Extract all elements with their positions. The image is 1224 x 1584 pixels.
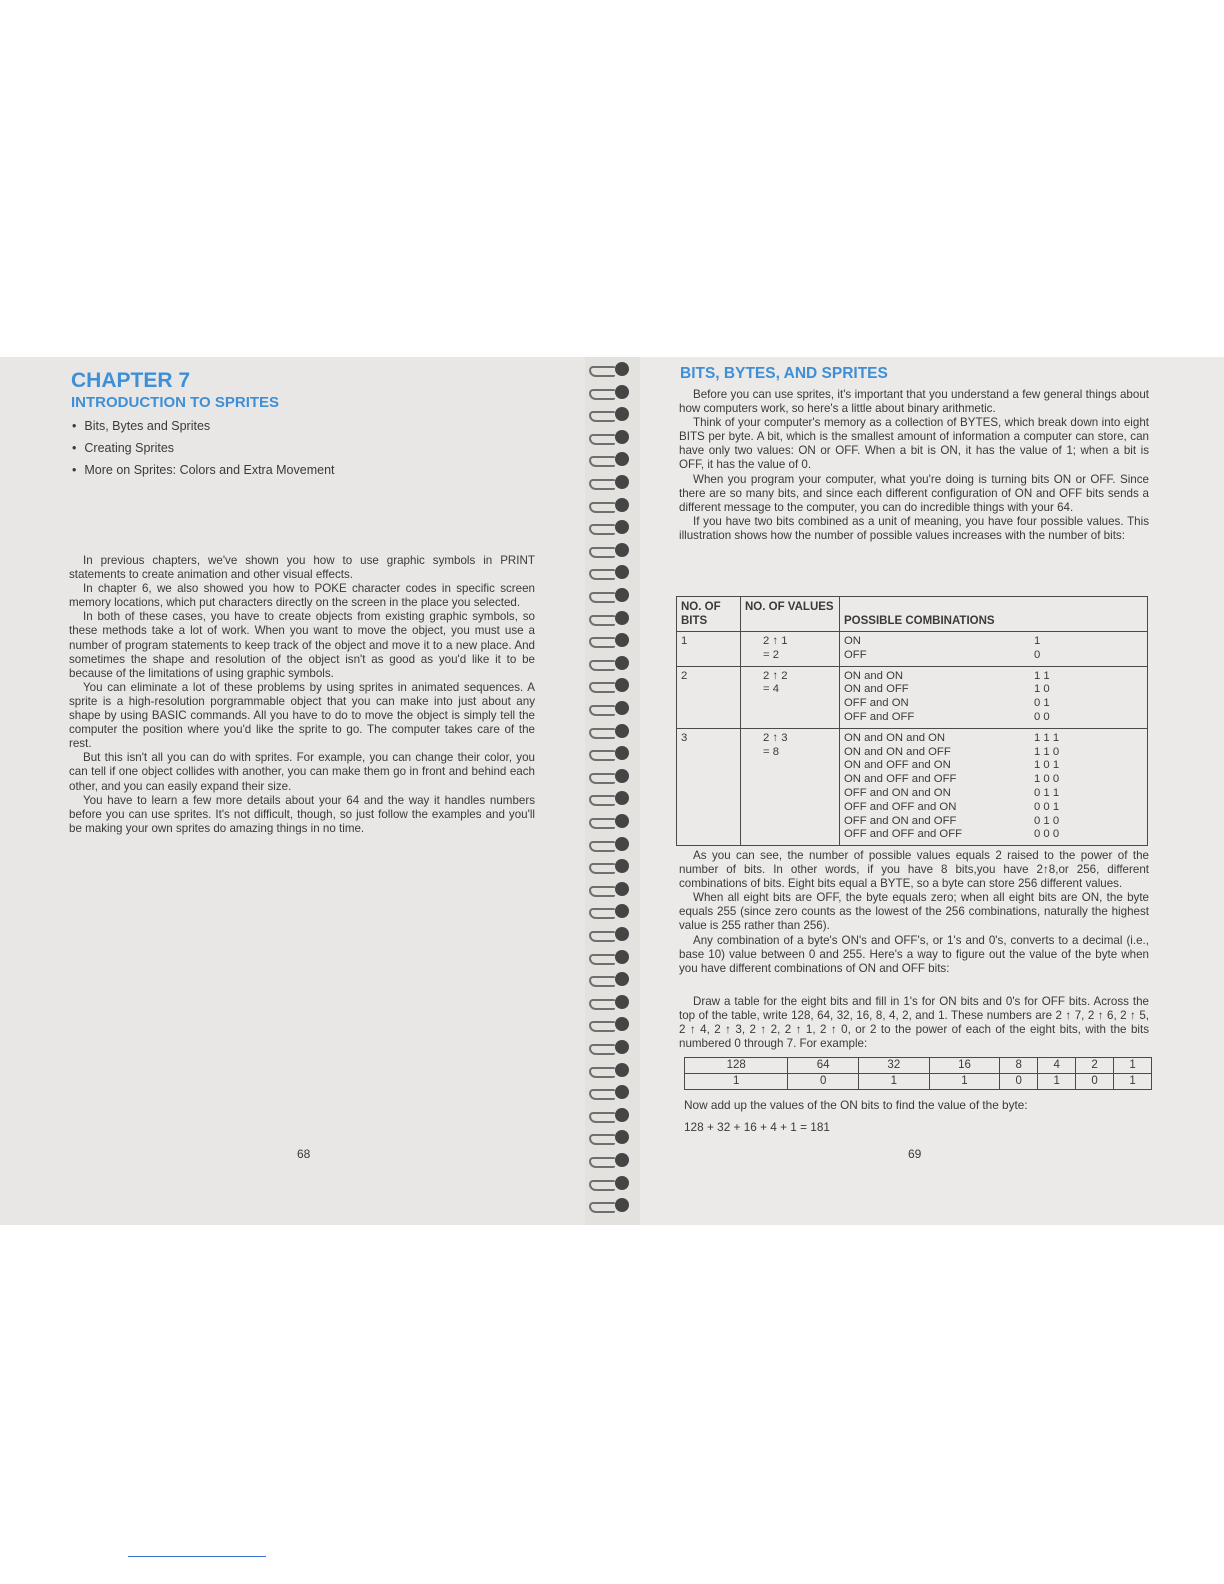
- combination-label: OFF and ON and ON: [844, 786, 951, 799]
- left-body-text: [69, 554, 535, 836]
- binding-coil: [585, 768, 637, 784]
- combination-bits: 0: [1034, 648, 1041, 661]
- binding-coil: [585, 745, 637, 761]
- binding-coil: [585, 858, 637, 874]
- combination-bits: 1 1: [1034, 669, 1050, 682]
- header-bits: NO. OF BITS: [677, 597, 741, 632]
- contents-item: • Creating Sprites: [72, 437, 335, 459]
- binding-coil: [585, 677, 637, 693]
- combination-line: [844, 828, 1143, 842]
- paragraph: When you program your computer, what you're doing is turning bits ON or OFF. Since there are so many bits, and since each different configuration of ON and OFF bits sends a different message to the computer, you can do incredible things with your 64.: [679, 472, 1149, 514]
- binding-coil: [585, 384, 637, 400]
- bit-value-cell: 1: [929, 1074, 1000, 1090]
- binding-coil: [585, 451, 637, 467]
- values-line: 2 ↑ 3: [763, 731, 788, 744]
- combination-line: [844, 670, 1143, 684]
- binding-coil: [585, 836, 637, 852]
- bits-cell: 3: [677, 728, 741, 845]
- header-combinations: POSSIBLE COMBINATIONS: [840, 597, 1148, 632]
- combination-line: [844, 649, 1143, 663]
- combination-label: ON and OFF: [844, 683, 909, 696]
- binding-coil: [585, 1016, 637, 1032]
- bit-weights-row: [685, 1058, 1152, 1074]
- combination-line: [844, 759, 1143, 773]
- binding-coil: [585, 949, 637, 965]
- binding-coil: [585, 632, 637, 648]
- paragraph: Before you can use sprites, it's important that you understand a few general things about how computers work, so here's a little about binary arithmetic.: [679, 388, 1149, 416]
- paragraph: But this isn't all you can do with sprites. For example, you can change their color, you can tell if one object collides with another, you can make them go in front and behind each other, and you can easily expand their size.: [69, 751, 535, 793]
- values-cell: [741, 632, 840, 667]
- bits-cell: 1: [677, 632, 741, 667]
- paragraph: In chapter 6, we also showed you how to POKE character codes in specific screen memory locations, which put characters directly on the screen in the place you selected.: [69, 582, 535, 610]
- right-after-text: [679, 849, 1149, 976]
- combination-bits: 0 0 1: [1034, 800, 1060, 813]
- combination-bits: 1 0 0: [1034, 773, 1060, 786]
- binding-coil: [585, 1084, 637, 1100]
- bit-value-cell: 1: [859, 1074, 930, 1090]
- binding-coil: [585, 564, 637, 580]
- paragraph: Think of your computer's memory as a collection of BYTES, which break down into eight BITS per byte. A bit, which is the smallest amount of information a computer can store, can have only two values: ON or OFF. When a bit is ON, it has the value of 1; when a bit is OFF, it has the value of 0.: [679, 416, 1149, 472]
- bit-weight-cell: 8: [1000, 1058, 1038, 1074]
- combination-line: [844, 711, 1143, 725]
- combination-label: ON and OFF and ON: [844, 759, 951, 772]
- sum-line: 128 + 32 + 16 + 4 + 1 = 181: [684, 1120, 830, 1134]
- binding-coil: [585, 655, 637, 671]
- bit-value-cell: 0: [788, 1074, 859, 1090]
- bit-value-cell: 1: [1038, 1074, 1076, 1090]
- header-values: NO. OF VALUES: [741, 597, 840, 632]
- binding-coil: [585, 926, 637, 942]
- paragraph: If you have two bits combined as a unit of meaning, you have four possible values. This illustration shows how the number of possible values increases with the number of bits:: [679, 514, 1149, 542]
- binding-coil: [585, 429, 637, 445]
- section-heading: BITS, BYTES, AND SPRITES: [680, 365, 888, 382]
- binding-coil: [585, 474, 637, 490]
- combination-line: [844, 746, 1143, 760]
- binding-coil: [585, 587, 637, 603]
- page-number-right: 69: [908, 1147, 922, 1161]
- values-cell: [741, 666, 840, 728]
- combination-label: OFF and ON and OFF: [844, 814, 957, 827]
- paragraph: In both of these cases, you have to create objects from existing graphic symbols, so these methods take a lot of work. When you want to move the object, you must use a number of program statements to keep track of the object and move it to a new place. And sometimes the shape and resolution of the object isn't as good as you'd like it to be because of the limitations of using graphic symbols.: [69, 610, 535, 680]
- chapter-contents-list: [72, 415, 335, 481]
- combination-bits: 0 1: [1034, 697, 1050, 710]
- combination-label: ON: [844, 635, 861, 647]
- values-line: = 8: [763, 745, 780, 758]
- bit-value-table: [684, 1057, 1152, 1090]
- bit-weight-cell: 128: [685, 1058, 788, 1074]
- contents-item: • Bits, Bytes and Sprites: [72, 415, 335, 437]
- contents-item: • More on Sprites: Colors and Extra Movement: [72, 459, 335, 481]
- binding-coil: [585, 790, 637, 806]
- bit-combinations-table: [676, 596, 1148, 846]
- combination-line: [844, 773, 1143, 787]
- combination-label: OFF and ON: [844, 697, 909, 710]
- combination-label: ON and OFF and OFF: [844, 773, 957, 786]
- right-example-text: [679, 995, 1149, 1051]
- combination-bits: 0 0 0: [1034, 828, 1060, 841]
- paragraph: In previous chapters, we've shown you how to use graphic symbols in PRINT statements to create animation and other visual effects.: [69, 554, 535, 582]
- binding-coil: [585, 971, 637, 987]
- paragraph: Any combination of a byte's ON's and OFF's, or 1's and 0's, converts to a decimal (i.e., base 10) value between 0 and 255. Here's a way to figure out the value of the byte when you have different combinations of ON and OFF bits:: [679, 933, 1149, 975]
- combination-line: [844, 683, 1143, 697]
- binding-coil: [585, 723, 637, 739]
- bit-weight-cell: 2: [1076, 1058, 1114, 1074]
- combination-bits: 0 1 0: [1034, 814, 1060, 827]
- binding-coil: [585, 1175, 637, 1191]
- combinations-cell: [840, 728, 1148, 845]
- combination-line: [844, 697, 1143, 711]
- binding-coil: [585, 519, 637, 535]
- bit-weight-cell: 32: [859, 1058, 930, 1074]
- combination-line: [844, 635, 1143, 649]
- combination-label: ON and ON: [844, 669, 904, 682]
- bit-value-cell: 1: [1114, 1074, 1152, 1090]
- binding-coil: [585, 406, 637, 422]
- binding-coil: [585, 1129, 637, 1145]
- combination-label: OFF: [844, 648, 867, 661]
- bit-values-row: [685, 1074, 1152, 1090]
- chapter-title: INTRODUCTION TO SPRITES: [71, 394, 280, 411]
- combination-line: [844, 815, 1143, 829]
- combination-bits: 1 0: [1034, 683, 1050, 696]
- bit-weight-cell: 64: [788, 1058, 859, 1074]
- combination-bits: 0 1 1: [1034, 786, 1060, 799]
- combination-bits: 1: [1034, 635, 1041, 647]
- paragraph: As you can see, the number of possible values equals 2 raised to the power of the number of bits. In other words, if you have 8 bits,you have 2↑8,or 256, different combinations of bits. Eight bits equal a BYTE, so a byte can store 256 different values.: [679, 849, 1149, 891]
- binding-coil: [585, 813, 637, 829]
- values-line: 2 ↑ 2: [763, 669, 788, 682]
- binding-coil: [585, 1152, 637, 1168]
- binding-coil: [585, 994, 637, 1010]
- right-page: [640, 357, 1224, 1225]
- bits-cell: 2: [677, 666, 741, 728]
- table-row: [677, 666, 1148, 728]
- combination-bits: 1 1 1: [1034, 731, 1060, 744]
- binding-coil: [585, 1062, 637, 1078]
- combination-bits: 1 1 0: [1034, 745, 1060, 758]
- binding-coil: [585, 542, 637, 558]
- binding-coil: [585, 903, 637, 919]
- combination-bits: 1 0 1: [1034, 759, 1060, 772]
- paragraph: When all eight bits are OFF, the byte equals zero; when all eight bits are ON, the byte equals 255 (since zero counts as the lowest of the 256 combinations, naturally the highest value is 255 rather than 256).: [679, 891, 1149, 933]
- chapter-number: CHAPTER 7: [71, 369, 191, 392]
- bit-value-cell: 0: [1076, 1074, 1114, 1090]
- footer-rule: [128, 1556, 266, 1557]
- paragraph: Draw a table for the eight bits and fill in 1's for ON bits and 0's for OFF bits. Across the top of the table, write 128, 64, 32, 16, 8, 4, 2, and 1. These numbers are 2 ↑ 7, 2 ↑ 6, 2 ↑ 5, 2 ↑ 4, 2 ↑ 3, 2 ↑ 2, 2 ↑ 1, 2 ↑ 0, or 2 to the power of each of the eight bits, with the bits numbered 0 through 7. For example:: [679, 995, 1149, 1051]
- binding-coil: [585, 1107, 637, 1123]
- sum-intro: Now add up the values of the ON bits to find the value of the byte:: [684, 1098, 1028, 1112]
- spiral-binding: [585, 357, 640, 1225]
- bit-value-cell: 0: [1000, 1074, 1038, 1090]
- paragraph: You can eliminate a lot of these problems by using sprites in animated sequences. A sprite is a high-resolution porgrammable object that you can make into just about any shape by using BASIC commands. All you have to do to move the object is simply tell the computer the position where you'd like the sprite to go. The computer takes care of the rest.: [69, 680, 535, 751]
- binding-coil: [585, 881, 637, 897]
- combination-label: ON and ON and OFF: [844, 745, 951, 758]
- values-cell: [741, 728, 840, 845]
- binding-coil: [585, 610, 637, 626]
- combinations-cell: [840, 666, 1148, 728]
- table-row: [677, 728, 1148, 845]
- values-line: 2 ↑ 1: [763, 635, 788, 647]
- left-page: [0, 357, 585, 1225]
- bit-weight-cell: 1: [1114, 1058, 1152, 1074]
- bit-weight-cell: 16: [929, 1058, 1000, 1074]
- combination-label: OFF and OFF and ON: [844, 800, 957, 813]
- combinations-cell: [840, 632, 1148, 667]
- binding-coil: [585, 361, 637, 377]
- page-number-left: 68: [297, 1147, 311, 1161]
- right-intro-text: [679, 388, 1149, 543]
- book-spread: [0, 357, 1224, 1225]
- values-line: = 4: [763, 683, 780, 696]
- paragraph: You have to learn a few more details about your 64 and the way it handles numbers before you can use sprites. It's not difficult, though, so just follow the examples and you'll be making your own sprites do amazing things in no time.: [69, 793, 535, 835]
- table-row: [677, 632, 1148, 667]
- binding-coil: [585, 1039, 637, 1055]
- binding-coil: [585, 1197, 637, 1213]
- values-line: = 2: [763, 648, 780, 661]
- combination-label: OFF and OFF and OFF: [844, 828, 963, 841]
- combination-label: OFF and OFF: [844, 710, 915, 723]
- bit-weight-cell: 4: [1038, 1058, 1076, 1074]
- binding-coil: [585, 700, 637, 716]
- combination-line: [844, 732, 1143, 746]
- bit-value-cell: 1: [685, 1074, 788, 1090]
- combination-label: ON and ON and ON: [844, 731, 946, 744]
- combination-bits: 0 0: [1034, 710, 1050, 723]
- combination-line: [844, 787, 1143, 801]
- binding-coil: [585, 497, 637, 513]
- combination-line: [844, 801, 1143, 815]
